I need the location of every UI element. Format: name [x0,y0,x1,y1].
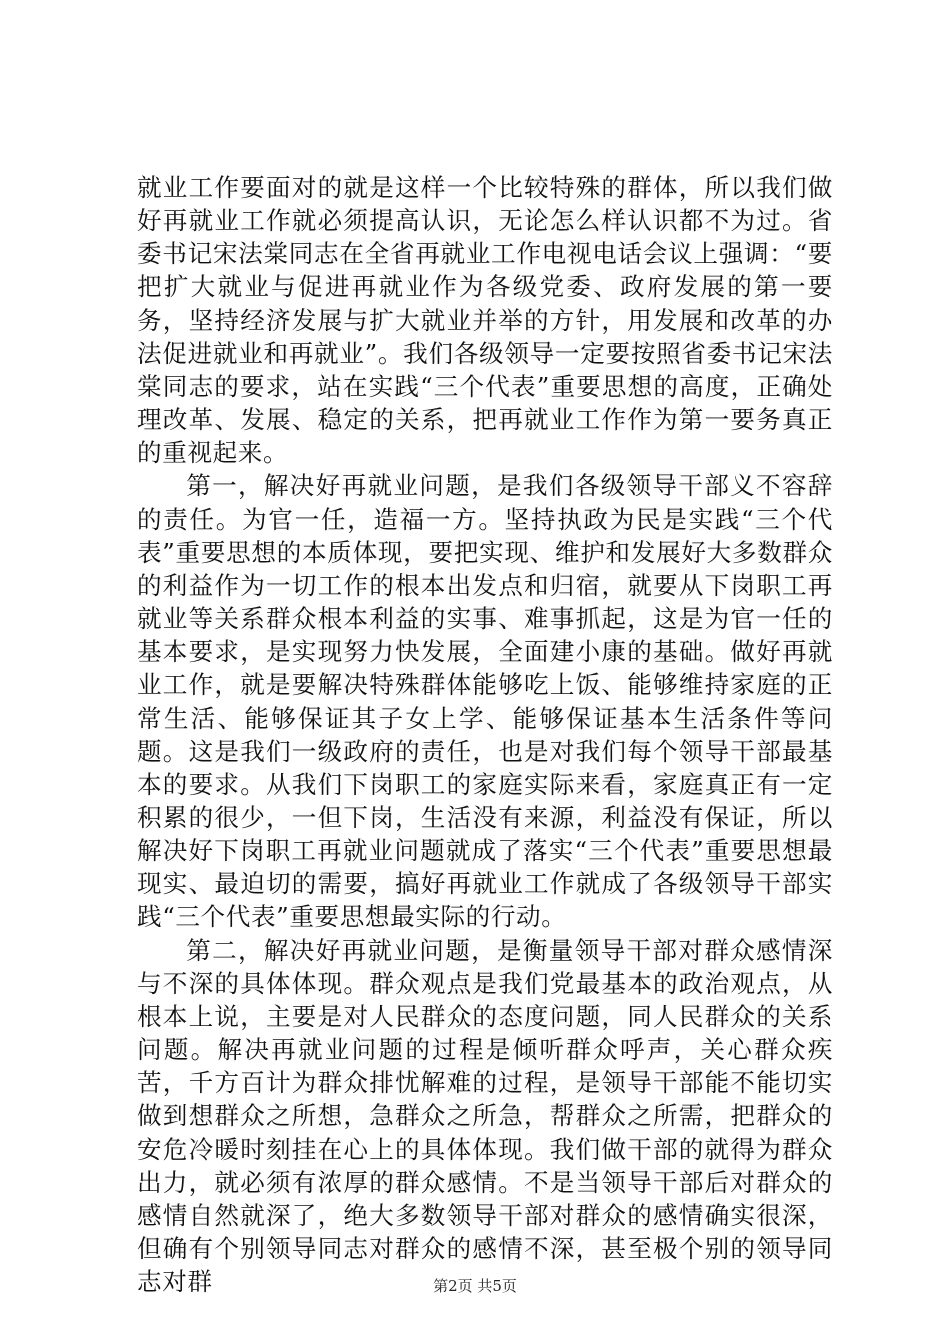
paragraph-2: 第一，解决好再就业问题，是我们各级领导干部义不容辞的责任。为官一任，造福一方。坚持执政为民是实践“三个代表”重要思想的本质体现，要把实现、维护和发展好大多数群众的利益作为一切工作的根本出发点和归宿，就要从下岗职工再就业等关系群众根本利益的实事、难事抓起，这是为官一任的基本要求，是实现努力快发展，全面建小康的基础。做好再就业工作，就是要解决特殊群体能够吃上饭、能够维持家庭的正常生活、能够保证其子女上学、能够保证基本生活条件等问题。这是我们一级政府的责任，也是对我们每个领导干部最基本的要求。从我们下岗职工的家庭实际来看，家庭真正有一定积累的很少，一但下岗，生活没有来源，利益没有保证，所以解决好下岗职工再就业问题就成了落实“三个代表”重要思想最现实、最迫切的需要，搞好再就业工作就成了各级领导干部实践“三个代表”重要思想最实际的行动。 [137,471,833,932]
page-number-footer: 第2页 共5页 [433,1277,517,1295]
document-body [137,171,833,1298]
paragraph-1: 就业工作要面对的就是这样一个比较特殊的群体，所以我们做好再就业工作就必须提高认识，无论怎么样认识都不为过。省委书记宋法棠同志在全省再就业工作电视电话会议上强调：“要把扩大就业与促进再就业作为各级党委、政府发展的第一要务，坚持经济发展与扩大就业并举的方针，用发展和改革的办法促进就业和再就业”。我们各级领导一定要按照省委书记宋法棠同志的要求，站在实践“三个代表”重要思想的高度，正确处理改革、发展、稳定的关系，把再就业工作作为第一要务真正的重视起来。 [137,173,833,468]
paragraph-3: 第二，解决好再就业问题，是衡量领导干部对群众感情深与不深的具体体现。群众观点是我们党最基本的政治观点，从根本上说，主要是对人民群众的态度问题，同人民群众的关系问题。解决再就业问题的过程是倾听群众呼声，关心群众疾苦，千方百计为群众排忧解难的过程，是领导干部能不能切实做到想群众之所想，急群众之所急，帮群众之所需，把群众的安危冷暖时刻挂在心上的具体体现。我们做干部的就得为群众出力，就必须有浓厚的群众感情。不是当领导干部后对群众的感情自然就深了，绝大多数领导干部对群众的感情确实很深，但确有个别领导同志对群众的感情不深，甚至极个别的领导同志对群 [137,935,833,1297]
